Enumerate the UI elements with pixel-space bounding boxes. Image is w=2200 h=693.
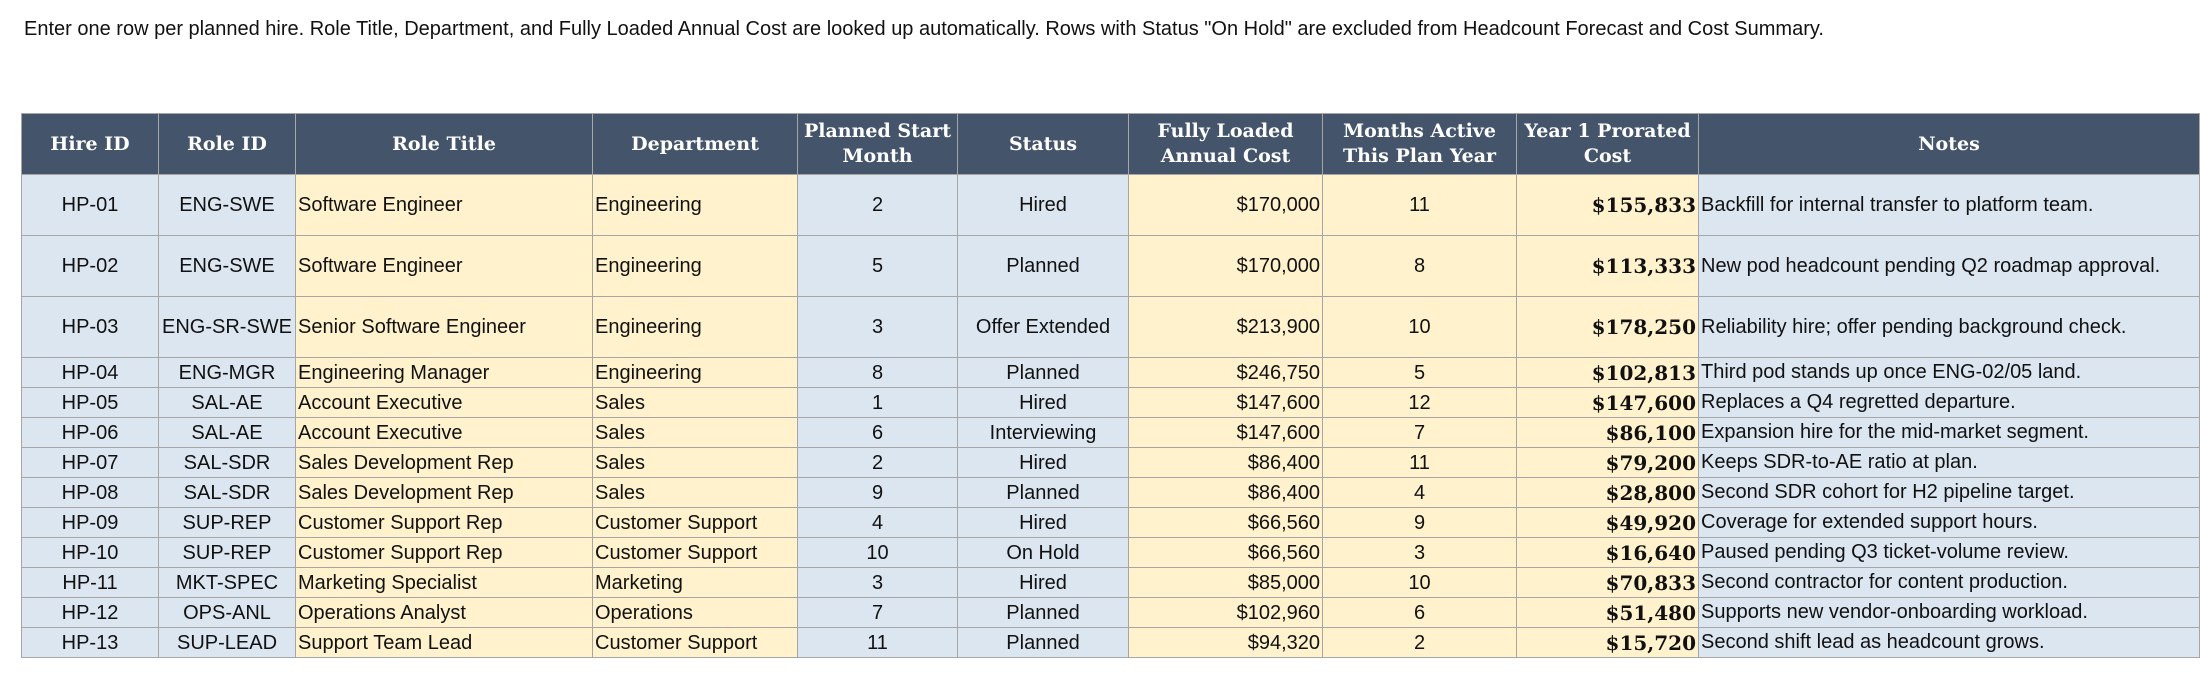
department-cell[interactable]: Engineering [593,236,798,297]
role-title-cell[interactable]: Operations Analyst [296,598,593,628]
table-row [22,388,2200,418]
header-prorated-cost[interactable]: Year 1 Prorated Cost [1517,114,1699,175]
header-status[interactable]: Status [958,114,1129,175]
status-cell[interactable]: Planned [958,628,1129,658]
prorated-cost-cell[interactable]: $113,333 [1517,236,1699,297]
months-active-cell[interactable]: 6 [1323,598,1517,628]
prorated-cost-cell[interactable]: $15,720 [1517,628,1699,658]
prorated-cost-cell[interactable]: $70,833 [1517,568,1699,598]
months-active-cell[interactable]: 12 [1323,388,1517,418]
role-id-cell[interactable]: SAL-SDR [159,478,296,508]
role-id-cell[interactable]: ENG-SR-SWE [159,297,296,358]
table-row [22,538,2200,568]
months-active-cell[interactable]: 11 [1323,175,1517,236]
table-row [22,358,2200,388]
hire-id-cell[interactable]: HP-02 [22,236,159,297]
department-cell[interactable]: Customer Support [593,538,798,568]
hire-id-cell[interactable]: HP-13 [22,628,159,658]
status-cell[interactable]: Hired [958,568,1129,598]
prorated-cost-cell[interactable]: $86,100 [1517,418,1699,448]
months-active-cell[interactable]: 11 [1323,448,1517,478]
role-title-cell[interactable]: Account Executive [296,418,593,448]
header-annual-cost[interactable]: Fully Loaded Annual Cost [1129,114,1323,175]
prorated-cost-cell[interactable]: $178,250 [1517,297,1699,358]
prorated-cost-cell[interactable]: $16,640 [1517,538,1699,568]
header-hire-id[interactable]: Hire ID [22,114,159,175]
header-notes[interactable]: Notes [1699,114,2200,175]
role-id-cell[interactable]: SAL-AE [159,388,296,418]
department-cell[interactable]: Sales [593,448,798,478]
department-cell[interactable]: Engineering [593,358,798,388]
prorated-cost-cell[interactable]: $28,800 [1517,478,1699,508]
prorated-cost-cell[interactable]: $79,200 [1517,448,1699,478]
hiring-plan-table [21,113,2200,658]
hire-id-cell[interactable]: HP-07 [22,448,159,478]
months-active-cell[interactable]: 3 [1323,538,1517,568]
annual-cost-cell[interactable]: $170,000 [1129,175,1323,236]
header-role-id[interactable]: Role ID [159,114,296,175]
notes-cell[interactable]: Coverage for extended support hours. [1699,508,2200,538]
status-cell[interactable]: On Hold [958,538,1129,568]
notes-cell[interactable]: Third pod stands up once ENG-02/05 land. [1699,358,2200,388]
role-title-cell[interactable]: Customer Support Rep [296,538,593,568]
notes-cell[interactable]: New pod headcount pending Q2 roadmap approval. [1699,236,2200,297]
role-id-cell[interactable]: ENG-SWE [159,236,296,297]
table-body [22,175,2200,658]
status-cell[interactable]: Hired [958,388,1129,418]
annual-cost-cell[interactable]: $147,600 [1129,418,1323,448]
role-title-cell[interactable]: Customer Support Rep [296,508,593,538]
role-title-cell[interactable]: Support Team Lead [296,628,593,658]
annual-cost-cell[interactable]: $66,560 [1129,538,1323,568]
annual-cost-cell[interactable]: $86,400 [1129,448,1323,478]
start-month-cell[interactable]: 8 [798,358,958,388]
table-row [22,175,2200,236]
prorated-cost-cell[interactable]: $155,833 [1517,175,1699,236]
department-cell[interactable]: Engineering [593,175,798,236]
status-cell[interactable]: Planned [958,236,1129,297]
annual-cost-cell[interactable]: $170,000 [1129,236,1323,297]
department-cell[interactable]: Marketing [593,568,798,598]
months-active-cell[interactable]: 9 [1323,508,1517,538]
table-row [22,508,2200,538]
table-row [22,628,2200,658]
months-active-cell[interactable]: 10 [1323,568,1517,598]
table-row [22,418,2200,448]
annual-cost-cell[interactable]: $213,900 [1129,297,1323,358]
start-month-cell[interactable]: 11 [798,628,958,658]
months-active-cell[interactable]: 4 [1323,478,1517,508]
status-cell[interactable]: Hired [958,175,1129,236]
notes-cell[interactable]: Second SDR cohort for H2 pipeline target. [1699,478,2200,508]
annual-cost-cell[interactable]: $102,960 [1129,598,1323,628]
notes-cell[interactable]: Replaces a Q4 regretted departure. [1699,388,2200,418]
start-month-cell[interactable]: 5 [798,236,958,297]
role-id-cell[interactable]: MKT-SPEC [159,568,296,598]
notes-cell[interactable]: Keeps SDR-to-AE ratio at plan. [1699,448,2200,478]
start-month-cell[interactable]: 9 [798,478,958,508]
department-cell[interactable]: Sales [593,478,798,508]
prorated-cost-cell[interactable]: $51,480 [1517,598,1699,628]
table-row [22,297,2200,358]
role-title-cell[interactable]: Senior Software Engineer [296,297,593,358]
header-row [22,114,2200,175]
hire-id-cell[interactable]: HP-10 [22,538,159,568]
start-month-cell[interactable]: 7 [798,598,958,628]
start-month-cell[interactable]: 10 [798,538,958,568]
role-id-cell[interactable]: SAL-AE [159,418,296,448]
annual-cost-cell[interactable]: $147,600 [1129,388,1323,418]
annual-cost-cell[interactable]: $85,000 [1129,568,1323,598]
notes-cell[interactable]: Second contractor for content production. [1699,568,2200,598]
role-title-cell[interactable]: Account Executive [296,388,593,418]
annual-cost-cell[interactable]: $66,560 [1129,508,1323,538]
role-title-cell[interactable]: Sales Development Rep [296,448,593,478]
role-title-cell[interactable]: Software Engineer [296,236,593,297]
role-id-cell[interactable]: ENG-SWE [159,175,296,236]
status-cell[interactable]: Offer Extended [958,297,1129,358]
prorated-cost-cell[interactable]: $147,600 [1517,388,1699,418]
role-id-cell[interactable]: SUP-REP [159,508,296,538]
status-cell[interactable]: Planned [958,478,1129,508]
start-month-cell[interactable]: 3 [798,297,958,358]
notes-cell[interactable]: Second shift lead as headcount grows. [1699,628,2200,658]
status-cell[interactable]: Interviewing [958,418,1129,448]
hire-id-cell[interactable]: HP-08 [22,478,159,508]
status-cell[interactable]: Hired [958,508,1129,538]
role-id-cell[interactable]: SAL-SDR [159,448,296,478]
hire-id-cell[interactable]: HP-12 [22,598,159,628]
role-title-cell[interactable]: Marketing Specialist [296,568,593,598]
department-cell[interactable]: Sales [593,388,798,418]
role-id-cell[interactable]: OPS-ANL [159,598,296,628]
months-active-cell[interactable]: 10 [1323,297,1517,358]
start-month-cell[interactable]: 1 [798,388,958,418]
role-id-cell[interactable]: SUP-REP [159,538,296,568]
start-month-cell[interactable]: 3 [798,568,958,598]
months-active-cell[interactable]: 7 [1323,418,1517,448]
hire-id-cell[interactable]: HP-04 [22,358,159,388]
header-start-month[interactable]: Planned Start Month [798,114,958,175]
months-active-cell[interactable]: 5 [1323,358,1517,388]
hire-id-cell[interactable]: HP-09 [22,508,159,538]
start-month-cell[interactable]: 4 [798,508,958,538]
notes-cell[interactable]: Supports new vendor-onboarding workload. [1699,598,2200,628]
header-department[interactable]: Department [593,114,798,175]
table-row [22,448,2200,478]
start-month-cell[interactable]: 2 [798,175,958,236]
notes-cell[interactable]: Expansion hire for the mid-market segment. [1699,418,2200,448]
notes-cell[interactable]: Reliability hire; offer pending background check. [1699,297,2200,358]
notes-cell[interactable]: Paused pending Q3 ticket-volume review. [1699,538,2200,568]
instruction-text: Enter one row per planned hire. Role Title, Department, and Fully Loaded Annual Cost are looked up automatically. Rows with Status "On Hold" are excluded from Headcount Forecast and Cost Summary. [24,18,1824,40]
table-row [22,568,2200,598]
header-role-title[interactable]: Role Title [296,114,593,175]
annual-cost-cell[interactable]: $94,320 [1129,628,1323,658]
months-active-cell[interactable]: 8 [1323,236,1517,297]
role-title-cell[interactable]: Sales Development Rep [296,478,593,508]
table-row [22,478,2200,508]
hire-id-cell[interactable]: HP-06 [22,418,159,448]
department-cell[interactable]: Engineering [593,297,798,358]
department-cell[interactable]: Operations [593,598,798,628]
status-cell[interactable]: Hired [958,448,1129,478]
role-title-cell[interactable]: Engineering Manager [296,358,593,388]
table-row [22,598,2200,628]
prorated-cost-cell[interactable]: $102,813 [1517,358,1699,388]
department-cell[interactable]: Customer Support [593,508,798,538]
hire-id-cell[interactable]: HP-11 [22,568,159,598]
annual-cost-cell[interactable]: $246,750 [1129,358,1323,388]
table-row [22,236,2200,297]
start-month-cell[interactable]: 2 [798,448,958,478]
annual-cost-cell[interactable]: $86,400 [1129,478,1323,508]
status-cell[interactable]: Planned [958,598,1129,628]
start-month-cell[interactable]: 6 [798,418,958,448]
notes-cell[interactable]: Backfill for internal transfer to platform team. [1699,175,2200,236]
role-id-cell[interactable]: ENG-MGR [159,358,296,388]
prorated-cost-cell[interactable]: $49,920 [1517,508,1699,538]
department-cell[interactable]: Customer Support [593,628,798,658]
role-title-cell[interactable]: Software Engineer [296,175,593,236]
department-cell[interactable]: Sales [593,418,798,448]
role-id-cell[interactable]: SUP-LEAD [159,628,296,658]
header-months-active[interactable]: Months Active This Plan Year [1323,114,1517,175]
status-cell[interactable]: Planned [958,358,1129,388]
hire-id-cell[interactable]: HP-01 [22,175,159,236]
hire-id-cell[interactable]: HP-03 [22,297,159,358]
hire-id-cell[interactable]: HP-05 [22,388,159,418]
months-active-cell[interactable]: 2 [1323,628,1517,658]
